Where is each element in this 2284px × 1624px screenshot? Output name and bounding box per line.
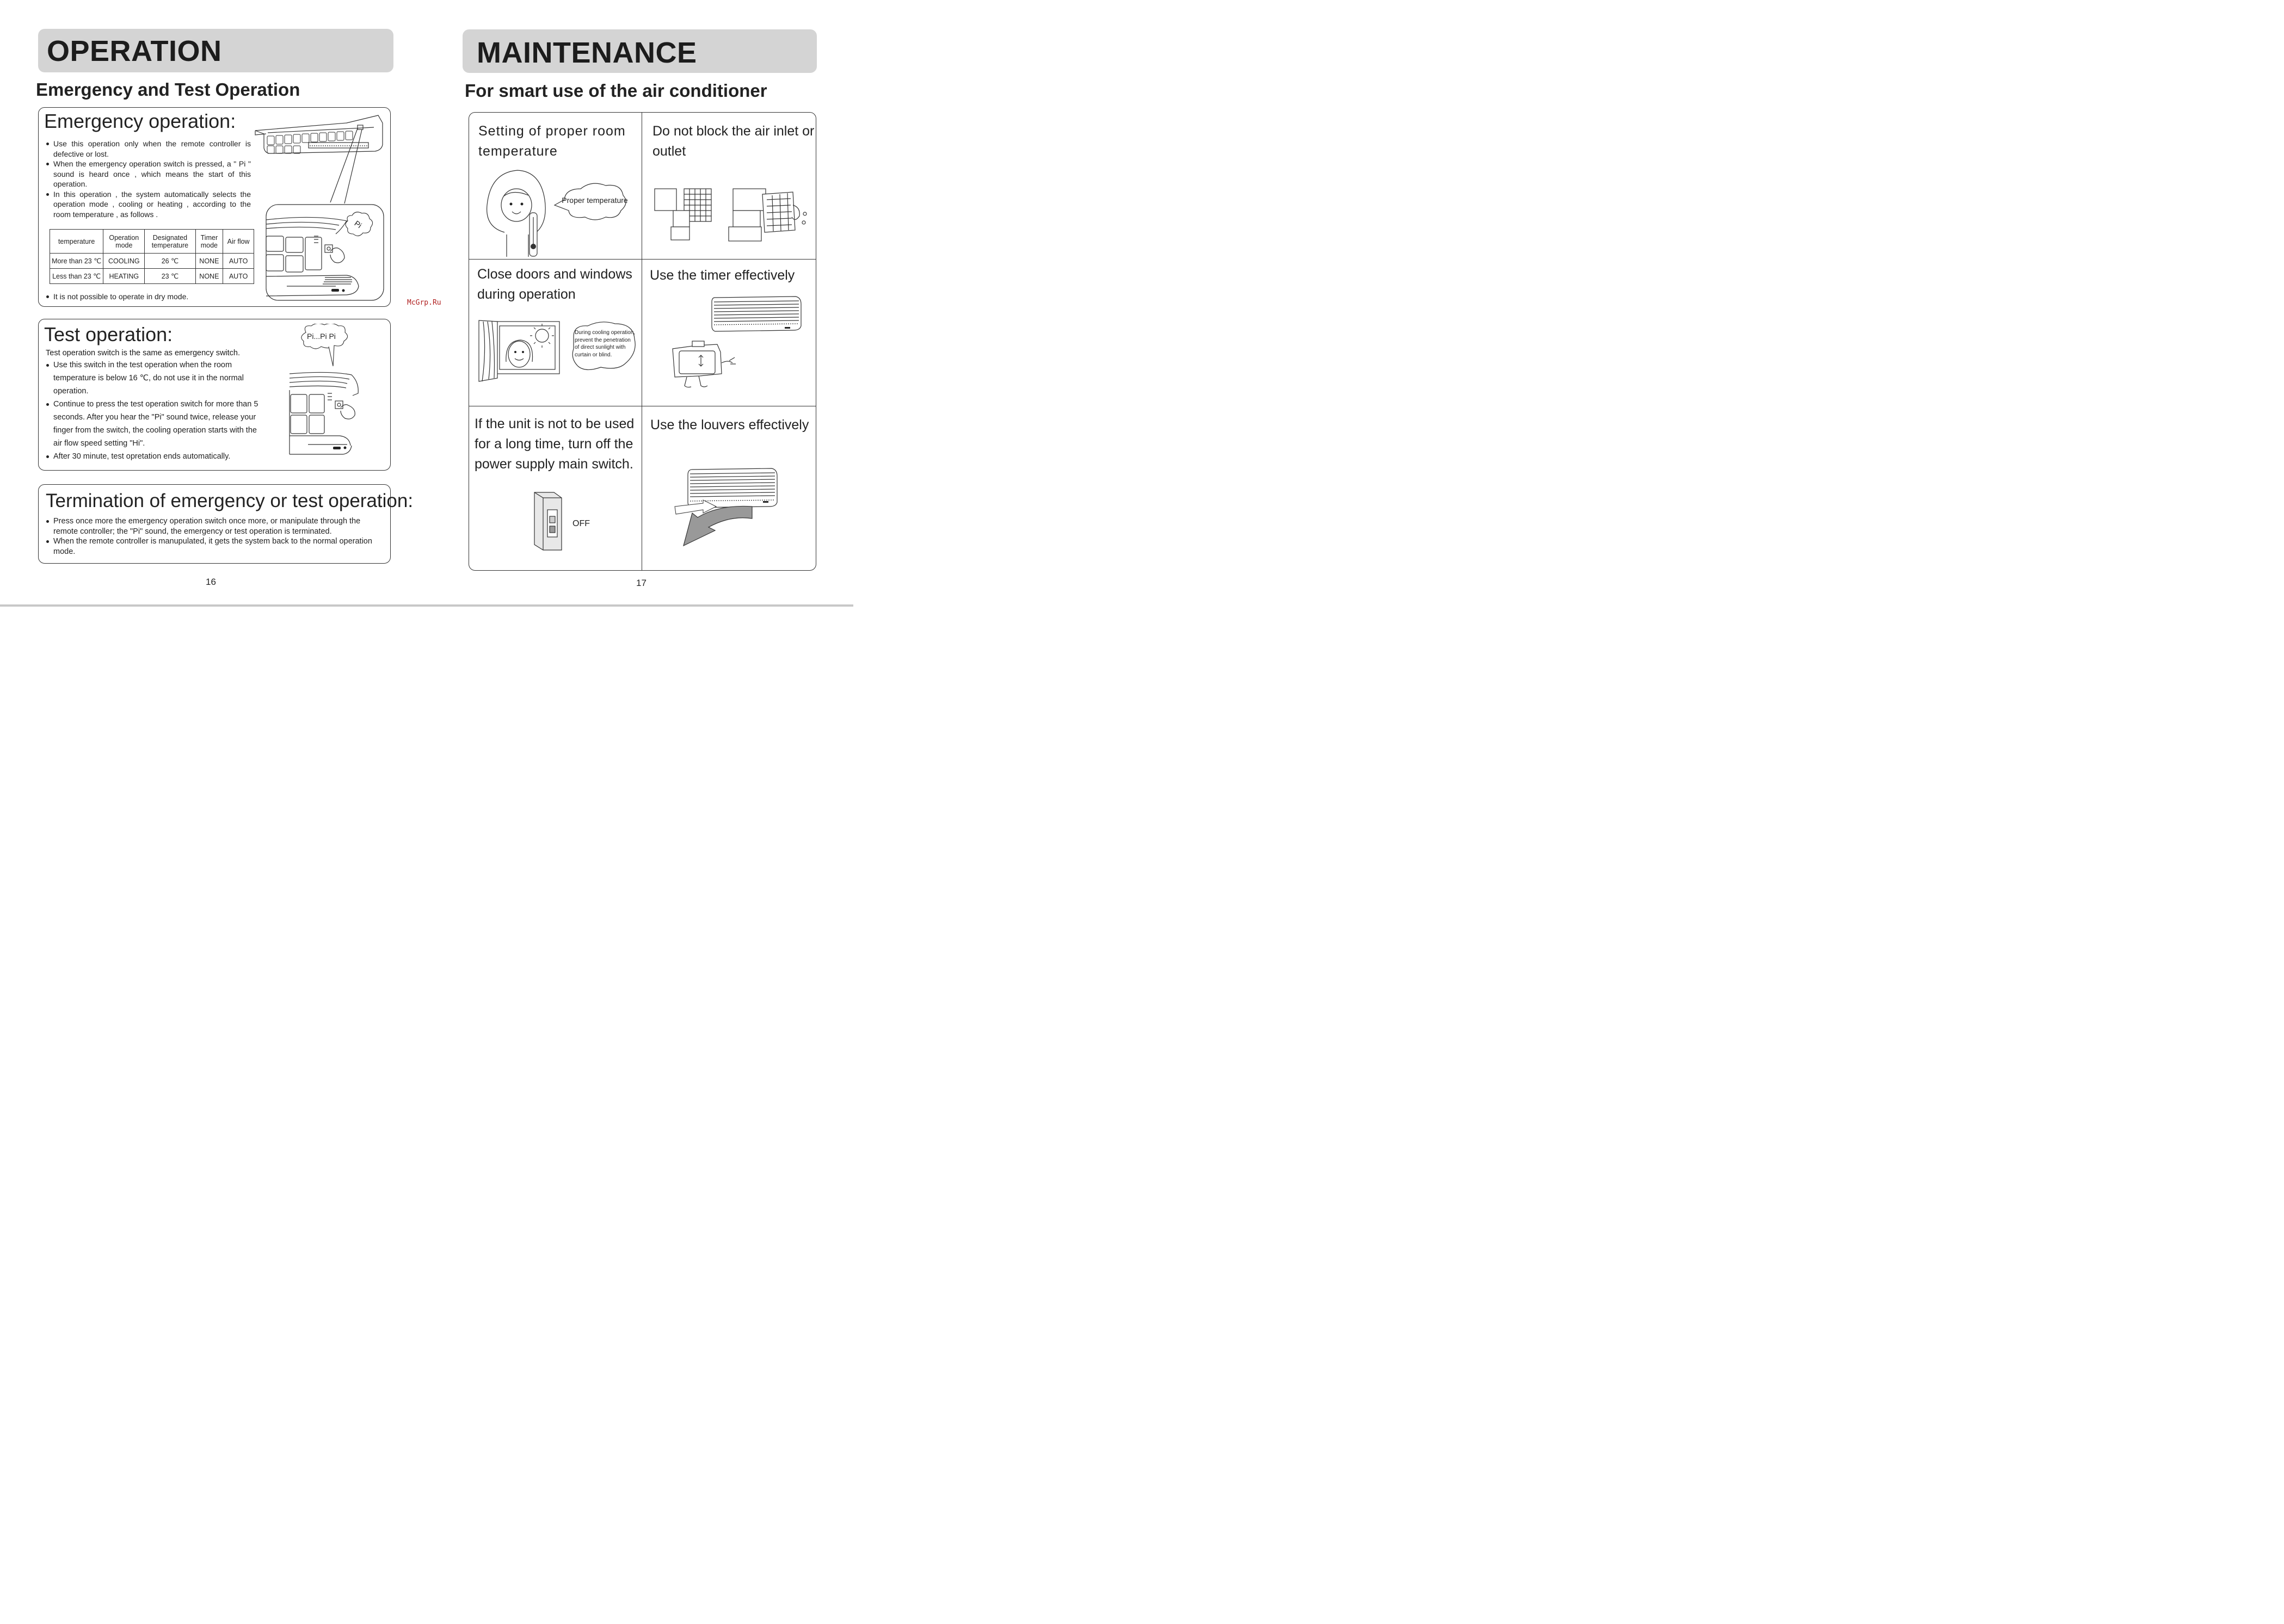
- sunlight-bubble-text: During cooling operation, prevent the penetration of direct sunlight with curtain or blind.: [575, 330, 636, 358]
- timer-clock-illustration: [665, 292, 807, 396]
- page-number-16: 16: [206, 577, 216, 587]
- girl-thermometer-illustration: [483, 167, 641, 257]
- pi-bubble-text: Pi: [353, 219, 364, 230]
- table-header-timer-mode: Timer mode: [195, 230, 223, 254]
- table-cell: HEATING: [103, 269, 145, 284]
- proper-temperature-bubble: [562, 196, 628, 205]
- page-number-17: 17: [636, 578, 647, 588]
- table-row: [50, 254, 254, 269]
- table-cell: NONE: [195, 269, 223, 284]
- tip-close-doors-title: Close doors and windows during operation: [477, 267, 632, 302]
- louver-airflow-illustration: [670, 466, 812, 553]
- emergency-bullet-list: [46, 139, 251, 219]
- emergency-test-heading: Emergency and Test Operation: [36, 79, 300, 100]
- tip-room-temperature-title: Setting of proper room temperature: [478, 124, 626, 159]
- table-header-temperature: temperature: [50, 230, 103, 254]
- list-item: Use this operation only when the remote controller is defective or lost.: [46, 139, 251, 159]
- maintenance-title: MAINTENANCE: [477, 36, 697, 69]
- test-operation-intro: Test operation switch is the same as emergency switch.: [46, 349, 241, 357]
- table-header-air-flow: Air flow: [223, 230, 254, 254]
- termination-section: [38, 484, 414, 564]
- operation-banner: [38, 29, 393, 72]
- table-cell: NONE: [195, 254, 223, 269]
- table-row: [50, 269, 254, 284]
- emergency-operation-title: Emergency operation:: [44, 110, 236, 132]
- tip-louvers-title: Use the louvers effectively: [650, 417, 809, 433]
- bubble-line: Proper temperature: [562, 196, 628, 205]
- test-operation-title: Test operation:: [44, 323, 173, 345]
- list-item: In this operation , the system automatically selects the operation mode , cooling or heating , according to the room temperature , as follows .: [46, 189, 251, 220]
- list-item: Press once more the emergency operation switch once more, or manipulate through the remote controller; the "Pi" sound, the emergency or test operation is terminated.: [46, 516, 378, 536]
- test-unit-illustration: [286, 324, 390, 460]
- tip-timer-title: Use the timer effectively: [650, 268, 795, 283]
- table-cell: AUTO: [223, 269, 254, 284]
- window-girl-illustration: [476, 318, 639, 392]
- smart-use-heading: For smart use of the air conditioner: [465, 81, 767, 101]
- maintenance-banner: [463, 29, 817, 73]
- table-cell: AUTO: [223, 254, 254, 269]
- operation-title: OPERATION: [47, 35, 222, 67]
- list-item: Continue to press the test operation switch for more than 5 seconds. After you hear the "Pi" sound twice, release your finger from the switch, the cooling operation starts with the air flow speed setting "Hi".: [46, 398, 261, 450]
- table-header-row: [50, 230, 254, 254]
- watermark: McGrp.Ru: [407, 299, 441, 307]
- test-operation-section: [38, 319, 391, 471]
- termination-bullet-list: [46, 516, 378, 557]
- grid-row-divider: [469, 259, 816, 260]
- blocked-inlet-illustration: [651, 178, 809, 246]
- list-item: Use this switch in the test operation when the room temperature is below 16 ℃, do not use it in the normal operation.: [46, 359, 261, 398]
- page-bottom-edge: [0, 604, 853, 607]
- table-header-designated-temp: Designated temperature: [145, 230, 195, 254]
- tip-air-inlet-title: Do not block the air inlet or outlet: [652, 124, 815, 159]
- table-cell: More than 23 ℃: [50, 254, 103, 269]
- emergency-mode-table: [50, 229, 254, 284]
- off-label: OFF: [572, 519, 590, 528]
- indoor-unit-illustration: [254, 112, 388, 304]
- pi-pi-bubble-text: Pi...Pi Pi: [307, 332, 336, 341]
- table-cell: 23 ℃: [145, 269, 195, 284]
- termination-title: Termination of emergency or test operation:: [46, 490, 414, 511]
- emergency-note: [46, 292, 253, 302]
- list-item: When the emergency operation switch is pressed, a " Pi " sound is heard once , which means the start of this operation.: [46, 159, 251, 189]
- test-bullet-list: [46, 359, 261, 463]
- table-header-operation-mode: Operation mode: [103, 230, 145, 254]
- table-cell: Less than 23 ℃: [50, 269, 103, 284]
- maintenance-tips-grid: [469, 112, 816, 571]
- table-cell: 26 ℃: [145, 254, 195, 269]
- list-item: It is not possible to operate in dry mode.: [46, 292, 253, 302]
- tip-power-off-title: If the unit is not to be used for a long time, turn off the power supply main switch.: [475, 416, 635, 472]
- table-cell: COOLING: [103, 254, 145, 269]
- emergency-operation-section: [38, 107, 391, 307]
- list-item: After 30 minute, test opretation ends automatically.: [46, 450, 261, 463]
- power-switch-illustration: [529, 488, 605, 553]
- list-item: When the remote controller is manupulated, it gets the system back to the normal operation mode.: [46, 536, 378, 557]
